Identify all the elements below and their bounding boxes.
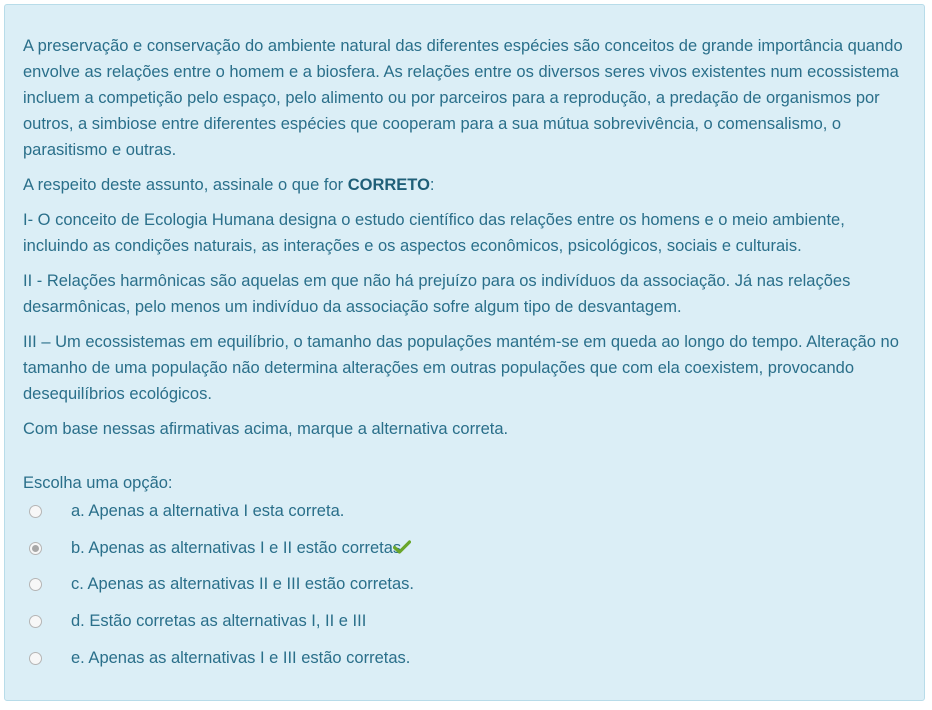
option-c-label[interactable]: c. Apenas as alternativas II e III estão corretas.: [71, 574, 415, 593]
question-closing: Com base nessas afirmativas acima, marque a alternativa correta.: [23, 420, 509, 438]
option-b-radio[interactable]: [29, 542, 42, 555]
statement-2: II - Relações harmônicas são aquelas em que não há prejuízo para os indivíduos da associação. Já nas relações desarmônicas, pelo menos um indivíduo da associação sofre algum tipo de desvantagem.: [23, 272, 851, 316]
option-d[interactable]: [29, 608, 366, 634]
option-e-label[interactable]: e. Apenas as alternativas I e III estão corretas.: [71, 648, 411, 667]
checkmark-icon: [393, 540, 411, 559]
option-a-label[interactable]: a. Apenas a alternativa I esta correta.: [71, 501, 345, 520]
question-text: [23, 33, 913, 451]
question-paragraph: A preservação e conservação do ambiente natural das diferentes espécies são conceitos de grande importância quando envolve as relações entre o homem e a biosfera. As relações entre os diversos seres vivos existentes num ecossistema incluem a competição pelo espaço, pelo alimento ou por parceiros para a reprodução, a predação de organismos por outros, a simbiose entre diferentes espécies que cooperam para a sua mútua sobrevivência, o comensalismo, o parasitismo e outras.: [23, 37, 903, 159]
option-c[interactable]: [29, 571, 414, 597]
instruction-suffix: :: [429, 176, 435, 194]
option-e[interactable]: [29, 645, 410, 671]
statement-1: I- O conceito de Ecologia Humana designa o estudo científico das relações entre os homens e o meio ambiente, incluindo as condições naturais, as interações e os aspectos econômicos, psicológicos, sociais e culturais.: [23, 211, 845, 255]
option-b[interactable]: [29, 535, 411, 561]
question-panel: [4, 4, 925, 701]
instruction-emphasis: CORRETO: [347, 176, 430, 194]
option-a-radio[interactable]: [29, 505, 42, 518]
instruction-prefix: A respeito deste assunto, assinale o que for: [23, 176, 348, 194]
option-c-radio[interactable]: [29, 578, 42, 591]
option-d-label[interactable]: d. Estão corretas as alternativas I, II e III: [71, 611, 367, 630]
question-instruction: [23, 172, 913, 198]
option-d-radio[interactable]: [29, 615, 42, 628]
answer-prompt: Escolha uma opção:: [23, 474, 173, 492]
option-a[interactable]: [29, 498, 344, 524]
option-b-label[interactable]: b. Apenas as alternativas I e II estão corretas: [71, 538, 402, 557]
option-e-radio[interactable]: [29, 652, 42, 665]
statement-3: III – Um ecossistemas em equilíbrio, o tamanho das populações mantém-se em queda ao longo do tempo. Alteração no tamanho de uma população não determina alterações em outras populações que com ela coexistem, provocando desequilíbrios ecológicos.: [23, 333, 899, 403]
